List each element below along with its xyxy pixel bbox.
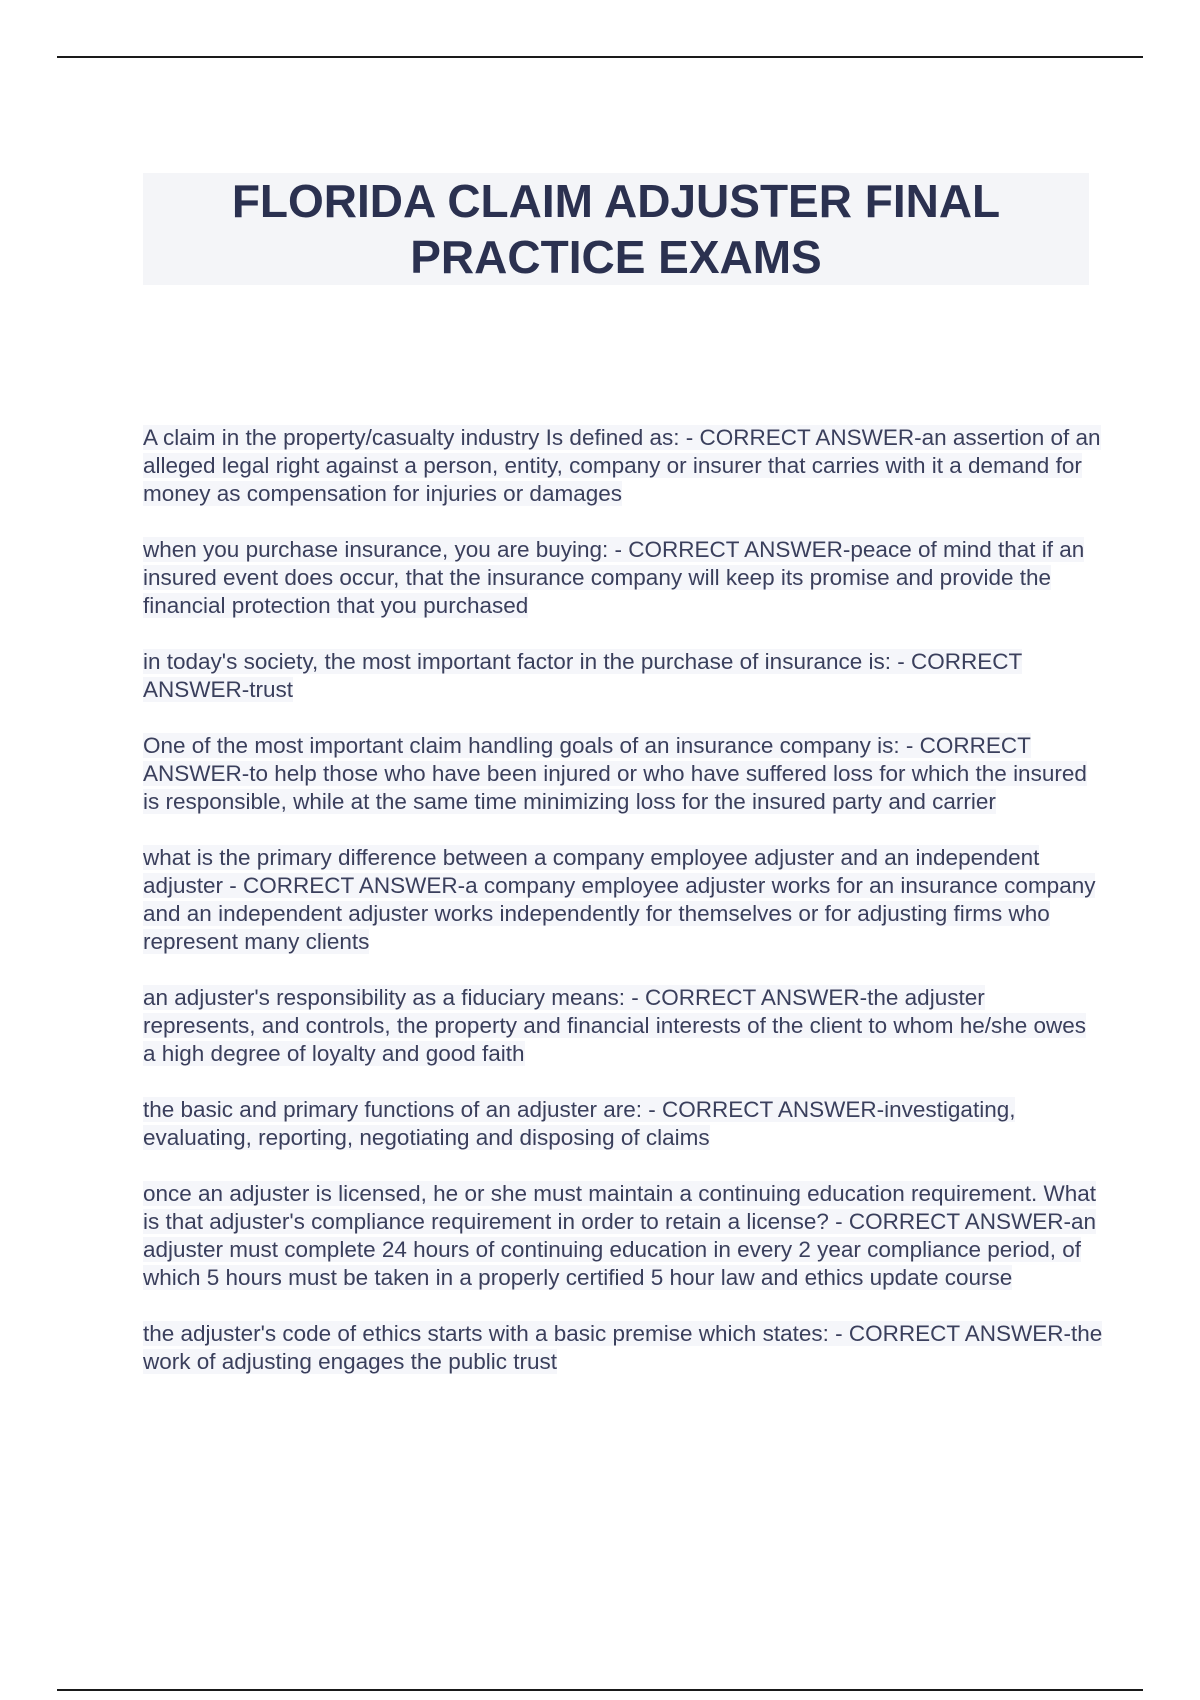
qa-list: [143, 424, 1103, 1404]
answer-separator: - CORRECT ANSWER-: [679, 425, 922, 450]
question-text: once an adjuster is licensed, he or she must maintain a continuing education requirement. What is that adjuster's compliance requirement in order to retain a license?: [143, 1181, 1097, 1234]
title-banner: [143, 173, 1089, 285]
answer-separator: - CORRECT ANSWER-: [143, 649, 1022, 702]
answer-separator: - CORRECT ANSWER-: [642, 1097, 885, 1122]
question-text: the basic and primary functions of an adjuster are:: [143, 1097, 643, 1122]
qa-item: [143, 424, 1103, 508]
question-text: the adjuster's code of ethics starts with a basic premise which states:: [143, 1321, 829, 1346]
qa-item: [143, 648, 1103, 704]
answer-separator: - CORRECT ANSWER-: [625, 985, 868, 1010]
answer-text: investigating, evaluating, reporting, negotiating and disposing of claims: [143, 1097, 1016, 1150]
document-title: FLORIDA CLAIM ADJUSTER FINAL PRACTICE EXAMS: [231, 175, 1001, 283]
bottom-rule: [57, 1689, 1143, 1691]
question-text: One of the most important claim handling goals of an insurance company is:: [143, 733, 900, 758]
answer-separator: - CORRECT ANSWER-: [828, 1209, 1072, 1234]
answer-separator: - CORRECT ANSWER-: [143, 733, 1031, 786]
answer-text: the work of adjusting engages the public trust: [143, 1321, 1103, 1374]
qa-item: [143, 844, 1103, 956]
qa-item: [143, 536, 1103, 620]
answer-separator: - CORRECT ANSWER-: [828, 1321, 1071, 1346]
answer-text: trust: [249, 677, 294, 702]
qa-item: [143, 1096, 1103, 1152]
qa-item: [143, 732, 1103, 816]
question-text: what is the primary difference between a company employee adjuster and an independent adjuster: [143, 845, 1040, 898]
answer-text: the adjuster represents, and controls, the property and financial interests of the client to whom he/she owes a high degree of loyalty and good faith: [143, 985, 1087, 1066]
answer-text: to help those who have been injured or who have suffered loss for which the insured is responsible, while at the same time minimizing loss for the insured party and carrier: [143, 761, 1087, 814]
qa-item: [143, 1320, 1103, 1376]
answer-text: a company employee adjuster works for an insurance company and an independent adjuster works independently for themselves or for adjusting firms who represent many clients: [143, 873, 1096, 954]
qa-item: [143, 984, 1103, 1068]
answer-text: an assertion of an alleged legal right against a person, entity, company or insurer that carries with it a demand for money as compensation for injuries or damages: [143, 425, 1101, 506]
question-text: an adjuster's responsibility as a fiduciary means:: [143, 985, 626, 1010]
answer-text: peace of mind that if an insured event does occur, that the insurance company will keep its promise and provide the financial protection that you purchased: [143, 537, 1085, 618]
question-text: when you purchase insurance, you are buying:: [143, 537, 609, 562]
answer-separator: - CORRECT ANSWER-: [608, 537, 851, 562]
qa-item: [143, 1180, 1103, 1292]
answer-text: an adjuster must complete 24 hours of continuing education in every 2 year compliance period, of which 5 hours must be taken in a properly certified 5 hour law and ethics update course: [143, 1209, 1097, 1290]
answer-separator: - CORRECT ANSWER-: [223, 873, 466, 898]
top-rule: [57, 56, 1143, 58]
question-text: A claim in the property/casualty industry Is defined as:: [143, 425, 680, 450]
question-text: in today's society, the most important factor in the purchase of insurance is:: [143, 649, 891, 674]
